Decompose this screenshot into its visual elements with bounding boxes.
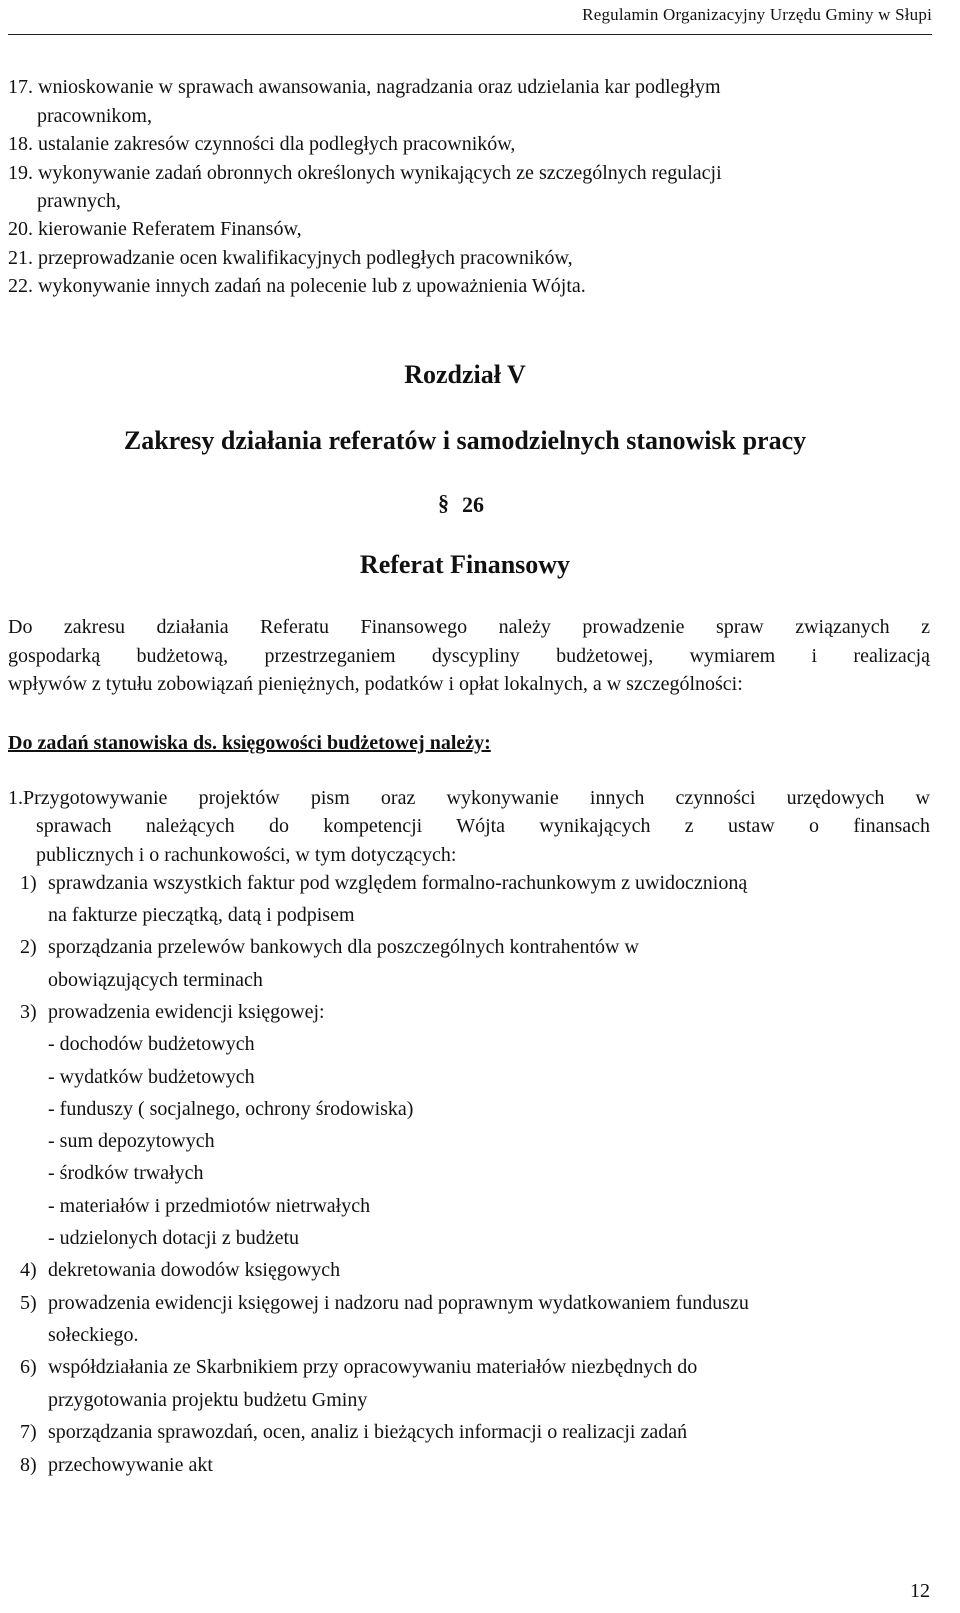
item-number: 4) <box>20 1259 37 1281</box>
item-text: przechowywanie akt <box>48 1454 213 1476</box>
point-line: sprawach należących do kompetencji Wójta wynikających z ustaw o finansach <box>36 815 930 837</box>
sub-item: - środków trwałych <box>48 1162 204 1184</box>
intro-line: wpływów z tytułu zobowiązań pieniężnych, podatków i opłat lokalnych, a w szczególności: <box>8 673 743 695</box>
section-number: 26 <box>462 492 484 517</box>
list-item: 20. kierowanie Referatem Finansów, <box>8 218 302 240</box>
header-rule <box>8 34 932 35</box>
item-text: sprawdzania wszystkich faktur pod względem formalno-rachunkowym z uwidocznioną <box>48 872 748 894</box>
sub-item: - wydatków budżetowych <box>48 1066 255 1088</box>
intro-line: gospodarką budżetową, przestrzeganiem dyscypliny budżetowej, wymiarem i realizacją <box>8 645 930 667</box>
item-text: prowadzenia ewidencji księgowej i nadzoru nad poprawnym wydatkowaniem funduszu <box>48 1292 749 1314</box>
item-text: przygotowania projektu budżetu Gminy <box>48 1389 368 1411</box>
item-text: sporządzania sprawozdań, ocen, analiz i bieżących informacji o realizacji zadań <box>48 1421 688 1443</box>
item-number: 7) <box>20 1421 37 1443</box>
item-number: 1) <box>20 872 37 894</box>
list-item: 18. ustalanie zakresów czynności dla podległych pracowników, <box>8 133 516 155</box>
item-number: 5) <box>20 1292 37 1314</box>
intro-line: Do zakresu działania Referatu Finansowego należy prowadzenie spraw związanych z <box>8 616 930 638</box>
item-text: obowiązujących terminach <box>48 969 263 991</box>
chapter-subtitle: Zakresy działania referatów i samodzielnych stanowisk pracy <box>123 426 807 455</box>
chapter-title: Rozdział V <box>404 360 526 389</box>
section-symbol: § <box>438 490 449 515</box>
subheading: Do zadań stanowiska ds. księgowości budżetowej należy: <box>8 732 491 754</box>
list-item-continuation: prawnych, <box>37 190 121 212</box>
item-text: współdziałania ze Skarbnikiem przy opracowywaniu materiałów niezbędnych do <box>48 1356 698 1378</box>
sub-item: - materiałów i przedmiotów nietrwałych <box>48 1195 371 1217</box>
page-header <box>0 0 960 40</box>
section-title: Referat Finansowy <box>359 550 571 579</box>
item-number: 8) <box>20 1454 37 1476</box>
sub-item: - funduszy ( socjalnego, ochrony środowiska) <box>48 1098 414 1120</box>
item-number: 3) <box>20 1001 37 1023</box>
list-item-continuation: pracownikom, <box>37 105 152 127</box>
list-item: 17. wnioskowanie w sprawach awansowania, nagradzania oraz udzielania kar podległym <box>8 76 721 98</box>
page-number: 12 <box>910 1580 930 1602</box>
item-text: prowadzenia ewidencji księgowej: <box>48 1001 325 1023</box>
item-text: na fakturze pieczątką, datą i podpisem <box>48 904 355 926</box>
list-item: 21. przeprowadzanie ocen kwalifikacyjnych podległych pracowników, <box>8 247 573 269</box>
list-item: 22. wykonywanie innych zadań na polecenie lub z upoważnienia Wójta. <box>8 275 586 297</box>
item-number: 6) <box>20 1356 37 1378</box>
item-text: dekretowania dowodów księgowych <box>48 1259 341 1281</box>
item-number: 2) <box>20 936 37 958</box>
item-text: sołeckiego. <box>48 1324 139 1346</box>
header-title: Regulamin Organizacyjny Urzędu Gminy w Słupi <box>582 5 932 24</box>
point-line: publicznych i o rachunkowości, w tym dotyczących: <box>36 844 457 866</box>
list-item: 19. wykonywanie zadań obronnych określonych wynikających ze szczególnych regulacji <box>8 162 722 184</box>
sub-item: - dochodów budżetowych <box>48 1033 255 1055</box>
sub-item: - udzielonych dotacji z budżetu <box>48 1227 300 1249</box>
sub-item: - sum depozytowych <box>48 1130 215 1152</box>
item-text: sporządzania przelewów bankowych dla poszczególnych kontrahentów w <box>48 936 639 958</box>
point-line: 1.Przygotowywanie projektów pism oraz wykonywanie innych czynności urzędowych w <box>8 787 930 809</box>
